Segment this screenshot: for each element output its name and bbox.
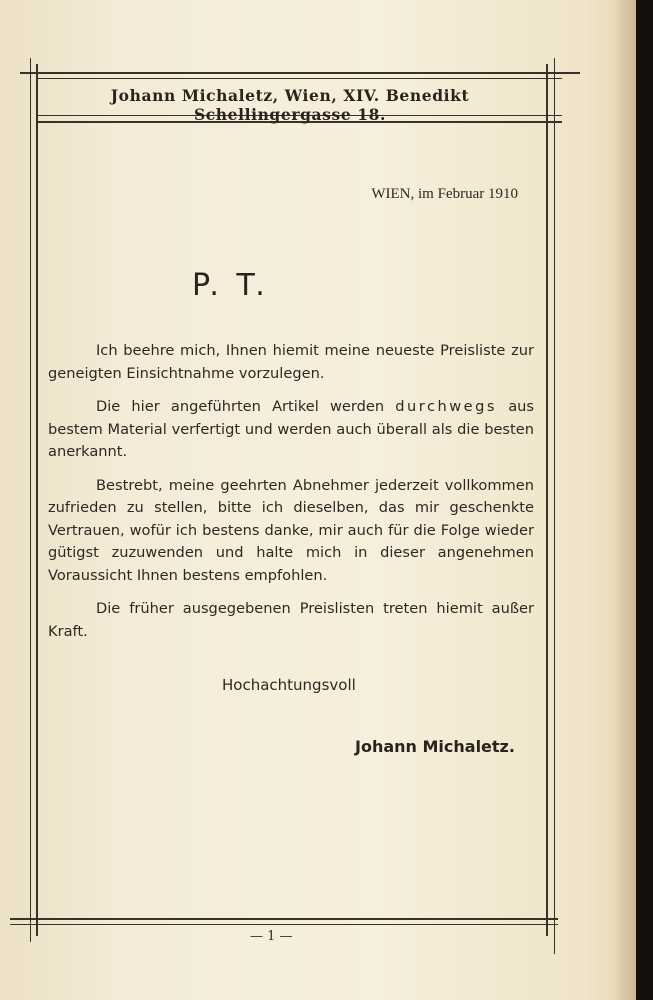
paragraph-3: Bestrebt, meine geehrten Abnehmer jederzeit vollkommen zufrieden zu stellen, bitte ich dieselben, das mir geschenkte Vertrauen, wofür ich bestens danke, mir auch für die Folge wieder gütigst zuzuwenden und halte mich in dieser angenehmen Voraussicht Ihnen bestens empfohlen.: [48, 476, 534, 584]
signature: Johann Michaletz.: [355, 737, 515, 756]
paragraph-2-end: aus bestem Material verfertigt und werden auch überall als die besten anerkannt.: [48, 398, 534, 460]
paragraph-1: Ich beehre mich, Ihnen hiemit meine neueste Preisliste zur geneigten Einsichtnahme vorzulegen.: [48, 342, 534, 382]
salutation: P. T.: [192, 268, 269, 303]
right-frame-rule-inner: [546, 64, 548, 936]
dateline: WIEN, im Februar 1910: [371, 186, 518, 202]
background-edge: [636, 0, 653, 1000]
footer-bottom-rule: [10, 924, 558, 925]
left-frame-rule-outer: [30, 58, 31, 942]
paragraph-4: Die früher ausgegebenen Preislisten treten hiemit außer Kraft.: [48, 600, 534, 640]
paragraph-2-emphasis: durchwegs: [395, 398, 498, 415]
left-frame-rule-inner: [36, 64, 38, 936]
page-edge-shadow: [612, 0, 636, 1000]
footer-top-rule: [10, 918, 558, 920]
closing: Hochachtungsvoll: [222, 676, 356, 694]
header-top-rule-inner: [36, 78, 562, 79]
paragraph-2-start: Die hier angeführten Artikel werden: [96, 398, 396, 415]
letter-body: [48, 340, 534, 654]
page-number: — 1 —: [250, 929, 293, 944]
right-frame-rule-outer: [554, 58, 555, 954]
paragraph-2: [48, 396, 534, 464]
header-top-rule-outer: [20, 72, 580, 74]
letterhead: Johann Michaletz, Wien, XIV. Benedikt Schellingergasse 18.: [110, 86, 470, 124]
